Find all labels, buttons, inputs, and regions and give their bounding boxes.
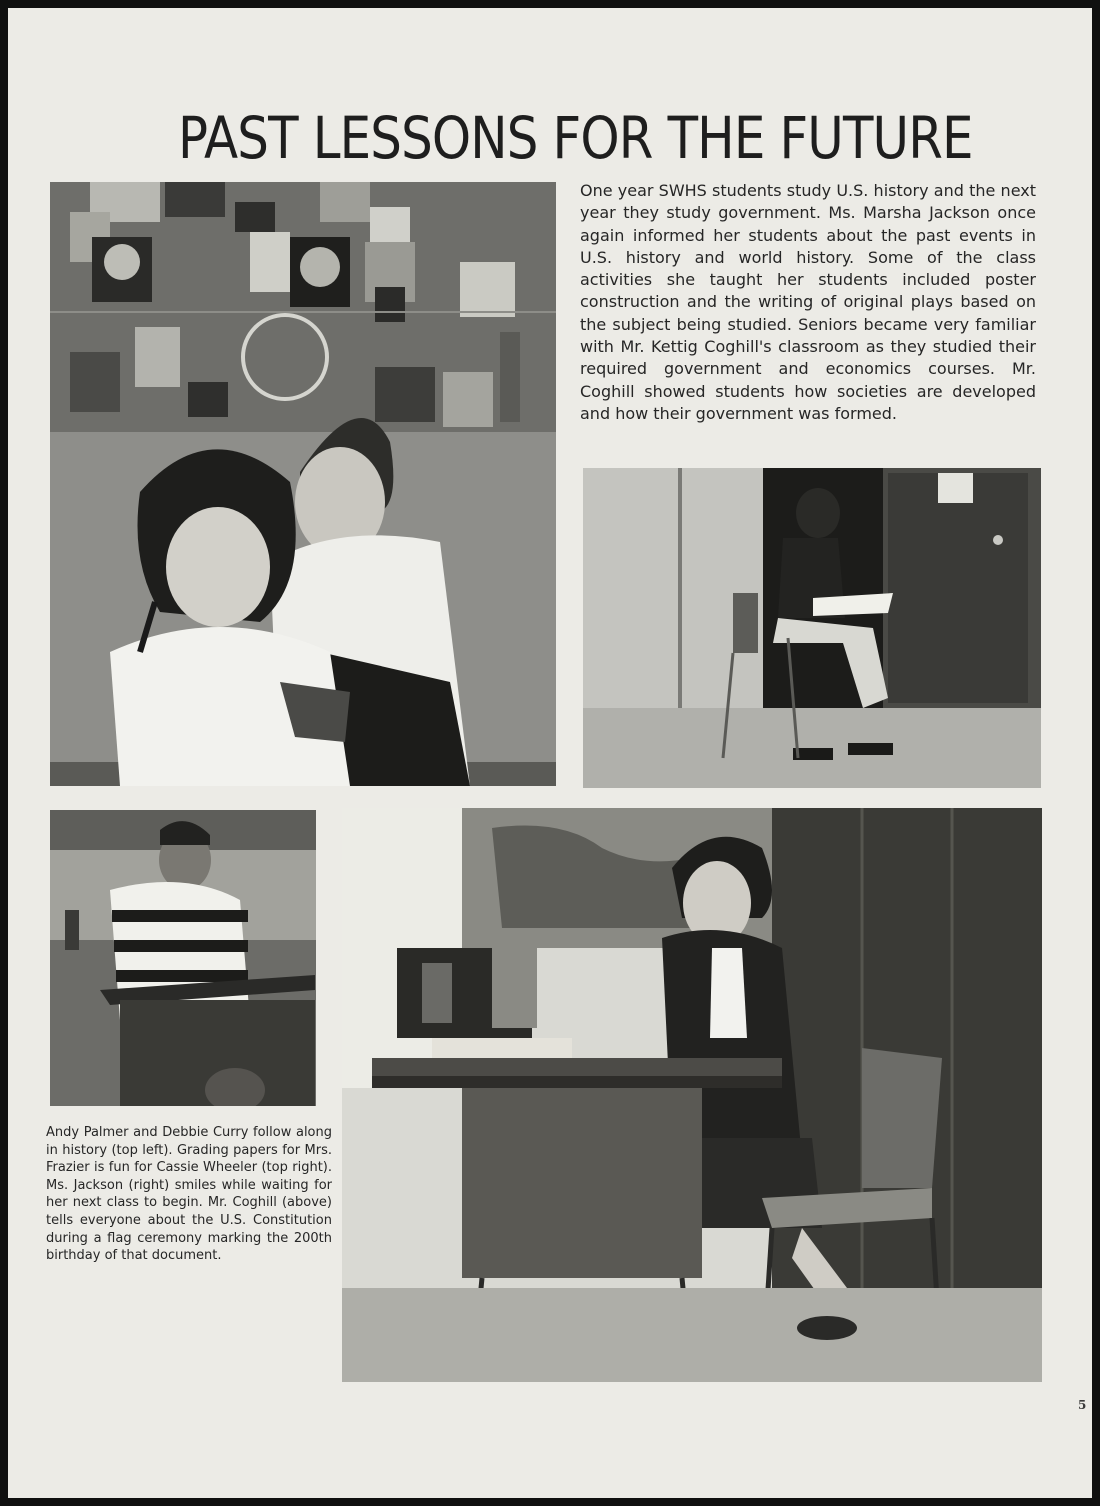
- article-body: One year SWHS students study U.S. history and the next year they study government. Ms. Marsha Jackson once again informed her students about the past events in U.S. history and world history. Some of the class activities she taught her students included poster construction and the writing of original plays based on the subject being studied. Seniors became very familiar with Mr. Kettig Coghill's classroom as they studied their required government and economics courses. Mr. Coghill showed students how societies are developed and how their government was formed.: [580, 181, 1036, 423]
- page-number: 5: [1078, 1398, 1087, 1412]
- coghill-podium-photo: [50, 810, 316, 1106]
- yearbook-page: [8, 8, 1092, 1498]
- jackson-desk-photo: [342, 808, 1042, 1382]
- history-students-photo: [50, 182, 556, 786]
- grading-papers-photo: [583, 468, 1041, 788]
- page-title: PAST LESSONS FOR THE FUTURE: [178, 104, 973, 172]
- photo-caption: Andy Palmer and Debbie Curry follow along in history (top left). Grading papers for Mrs. Frazier is fun for Cassie Wheeler (top right). Ms. Jackson (right) smiles while waiting for her next class to begin. Mr. Coghill (above) tells everyone about the U.S. Constitution during a flag ceremony marking the 200th birthday of that document.: [46, 1125, 332, 1264]
